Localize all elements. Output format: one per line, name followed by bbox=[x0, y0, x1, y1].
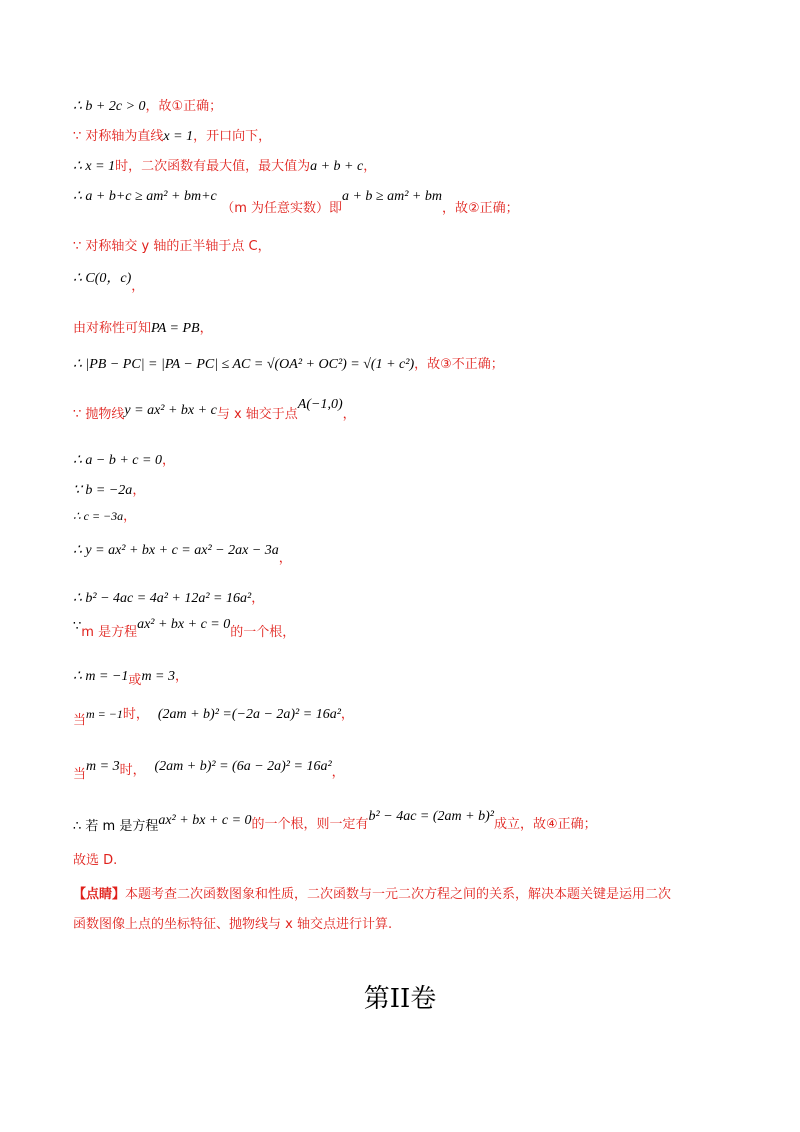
math: A(−1,0) bbox=[297, 397, 343, 412]
text: ， bbox=[131, 279, 145, 294]
text: 时，二次函数有最大值，最大值为 bbox=[115, 159, 311, 174]
math: (2am + b)² = (6a − 2a)² = 16a² bbox=[154, 759, 332, 774]
line-17 bbox=[73, 704, 354, 728]
text: 时， bbox=[122, 707, 149, 722]
math: ax² + bx + c = 0 bbox=[137, 617, 231, 632]
math: ∴ b + 2c > 0 bbox=[73, 99, 146, 114]
text: ， bbox=[175, 669, 189, 684]
text: 的一个根， bbox=[230, 625, 296, 640]
text: 的一个根，则一定有 bbox=[251, 817, 369, 832]
line-14 bbox=[73, 588, 264, 609]
math: ∴ b² − 4ac = 4a² + 12a² = 16a² bbox=[73, 591, 252, 606]
text: ， bbox=[363, 159, 377, 174]
math: ∴ m = −1 bbox=[73, 669, 129, 684]
math: ∴ y = ax² + bx + c = ax² − 2ax − 3a bbox=[73, 543, 279, 558]
line-10 bbox=[73, 450, 175, 471]
text: ， bbox=[251, 591, 265, 606]
line-3 bbox=[73, 156, 376, 177]
math: ax² + bx + c = 0 bbox=[158, 813, 252, 828]
line-11 bbox=[73, 480, 145, 501]
text: ∵ 抛物线 bbox=[73, 407, 125, 422]
math: y = ax² + bx + c bbox=[124, 403, 217, 418]
math: b² − 4ac = (2am + b)² bbox=[368, 809, 494, 824]
text: 当 bbox=[73, 767, 87, 782]
line-9 bbox=[73, 397, 356, 425]
math: ∵ b = −2a bbox=[73, 483, 133, 498]
line-19 bbox=[73, 809, 597, 834]
line-5 bbox=[73, 236, 271, 257]
line-22 bbox=[73, 914, 392, 935]
math: ∴ a + b+c ≥ am² + bm+c bbox=[73, 189, 217, 204]
line-12 bbox=[73, 506, 136, 527]
line-15 bbox=[73, 617, 296, 643]
math: m = 3 bbox=[86, 759, 120, 774]
text: 或 bbox=[128, 673, 142, 688]
line-4 bbox=[73, 186, 519, 216]
tip-label: 【点睛】 bbox=[73, 887, 126, 902]
math: m = −1 bbox=[86, 707, 123, 721]
text: ，故③不正确； bbox=[414, 357, 504, 372]
text: 故选 D. bbox=[73, 853, 118, 868]
line-2 bbox=[73, 126, 271, 147]
text: ∵ 对称轴为直线 bbox=[73, 129, 164, 144]
text: 当 bbox=[73, 713, 87, 728]
math: (2am + b)² =(−2a − 2a)² = 16a² bbox=[157, 707, 341, 722]
text: ， bbox=[278, 551, 292, 566]
text: ，故②正确； bbox=[441, 201, 519, 216]
text: 函数图像上点的坐标特征、抛物线与 x 轴交点进行计算. bbox=[73, 917, 393, 932]
math: PA = PB bbox=[151, 321, 200, 336]
text: ， bbox=[123, 509, 137, 524]
line-7 bbox=[73, 318, 213, 339]
text: 由对称性可知 bbox=[73, 321, 152, 336]
text: ∴ 若 m 是方程 bbox=[73, 819, 159, 834]
text: ， bbox=[331, 765, 345, 780]
text: ∵ 对称轴交 y 轴的正半轴于点 C， bbox=[73, 239, 271, 254]
text: 本题考查二次函数图象和性质，二次函数与一元二次方程之间的关系，解决本题关键是运用二次 bbox=[125, 887, 672, 902]
text: 时， bbox=[119, 763, 146, 778]
text: ，开口向下， bbox=[193, 129, 272, 144]
line-16 bbox=[73, 666, 188, 687]
text: 与 x 轴交于点 bbox=[216, 407, 298, 422]
text: （m 为任意实数）即 bbox=[221, 201, 342, 216]
text: ， bbox=[132, 483, 146, 498]
text: ，故①正确； bbox=[145, 99, 223, 114]
text: ∵ bbox=[73, 619, 82, 634]
line-6 bbox=[73, 268, 145, 294]
math: a + b + c bbox=[310, 159, 364, 174]
math: m = 3 bbox=[141, 669, 175, 684]
line-1 bbox=[73, 96, 222, 117]
text: ， bbox=[342, 407, 356, 422]
text: ， bbox=[161, 453, 175, 468]
text: ， bbox=[199, 321, 213, 336]
math: a + b ≥ am² + bm bbox=[341, 189, 442, 204]
text: ， bbox=[340, 707, 354, 722]
math: ∴ a − b + c = 0 bbox=[73, 453, 162, 468]
section-heading: 第II卷 bbox=[363, 984, 437, 1014]
math: ∴ c = −3a bbox=[73, 509, 124, 523]
text: m 是方程 bbox=[81, 625, 138, 640]
math: ∴ x = 1 bbox=[73, 159, 116, 174]
line-13 bbox=[73, 540, 292, 566]
line-8 bbox=[73, 354, 504, 375]
line-20 bbox=[73, 850, 117, 871]
math: x = 1 bbox=[163, 129, 194, 144]
line-18 bbox=[73, 756, 345, 782]
math: ∴ C(0，c) bbox=[73, 271, 132, 286]
line-21 bbox=[73, 884, 671, 905]
math: ∴ |PB − PC| = |PA − PC| ≤ AC = √(OA² + OC²) = √(1 + c²) bbox=[73, 357, 415, 372]
text: 成立，故④正确； bbox=[493, 817, 597, 832]
